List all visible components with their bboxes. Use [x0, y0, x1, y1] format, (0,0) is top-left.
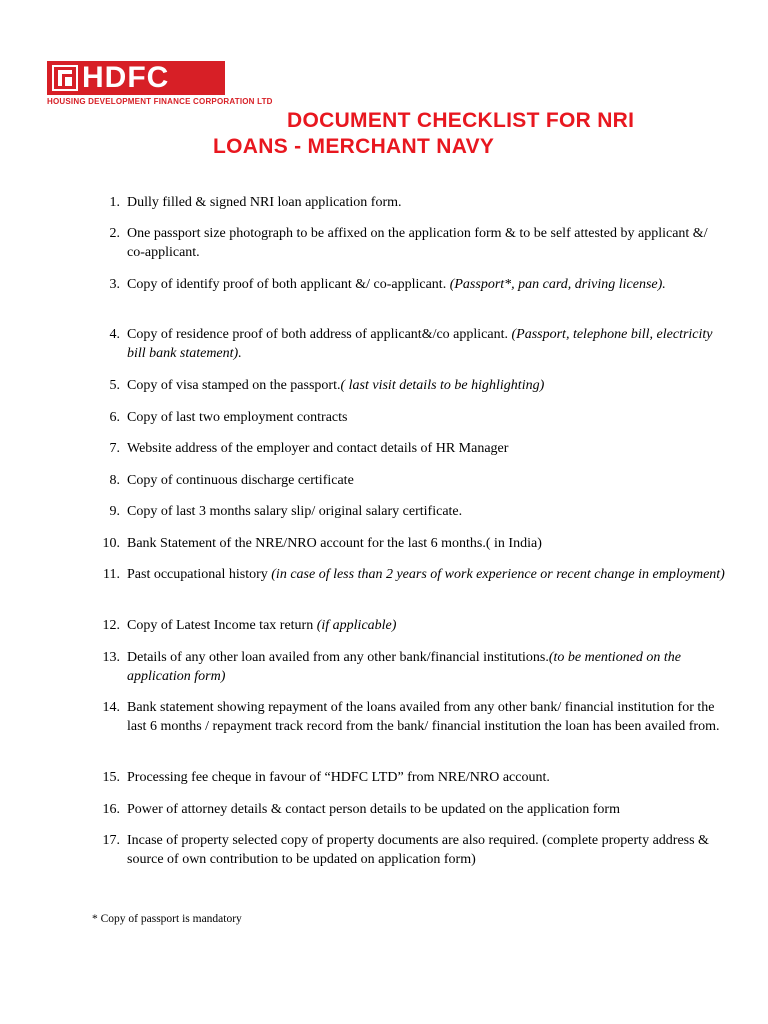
list-item-number: 12.: [102, 618, 120, 633]
list-item-number: 10.: [102, 536, 120, 551]
list-item-number: 13.: [102, 650, 120, 665]
list-item-number: 3.: [109, 277, 120, 292]
list-item-number: 14.: [102, 700, 120, 715]
list-item-number: 15.: [102, 770, 120, 785]
list-item-number: 6.: [109, 410, 120, 425]
page-title: [200, 108, 740, 160]
list-item-text: Copy of last 3 months salary slip/ original salary certificate.: [127, 504, 463, 519]
list-item-text: Past occupational history (in case of less than 2 years of work experience or recent change in employment): [127, 567, 725, 582]
list-item-number: 11.: [103, 567, 120, 582]
list-item-text: One passport size photograph to be affixed on the application form & to be self attested by applicant &/ co-applicant.: [127, 226, 708, 260]
list-item-number: 16.: [102, 802, 120, 817]
list-item-text: Copy of visa stamped on the passport.( last visit details to be highlighting): [127, 378, 545, 393]
hdfc-logo: [47, 61, 225, 95]
list-item-text: Website address of the employer and contact details of HR Manager: [127, 441, 509, 456]
hdfc-logo-mark-icon: [52, 65, 78, 91]
logo-text: HDFC: [82, 61, 170, 94]
list-item-text: Copy of identify proof of both applicant &/ co-applicant. (Passport*, pan card, driving license).: [127, 277, 666, 292]
list-item-text: Dully filled & signed NRI loan application form.: [127, 195, 402, 210]
list-item-number: 17.: [102, 833, 120, 848]
list-item-number: 9.: [109, 504, 120, 519]
list-item-text: Copy of last two employment contracts: [127, 410, 348, 425]
list-item-text: Copy of Latest Income tax return (if applicable): [127, 618, 397, 633]
title-line-1: DOCUMENT CHECKLIST FOR NRI: [287, 109, 635, 132]
footnote: * Copy of passport is mandatory: [92, 913, 242, 925]
list-item-number: 5.: [109, 378, 120, 393]
list-item-number: 2.: [109, 226, 120, 241]
list-item-number: 1.: [109, 195, 120, 210]
list-item-text: Power of attorney details & contact person details to be updated on the application form: [127, 802, 620, 817]
list-item-number: 4.: [109, 327, 120, 342]
list-item-text: Bank statement showing repayment of the loans availed from any other bank/ financial institution for the last 6 months / repayment track record from the bank/ financial institution the loan has been availed from.: [127, 700, 720, 734]
list-item-text: Copy of residence proof of both address of applicant&/co applicant. (Passport, telephone bill, electricity bill bank statement).: [127, 327, 713, 361]
list-item-text: Incase of property selected copy of property documents are also required. (complete property address & source of own contribution to be updated on application form): [127, 833, 709, 867]
list-item-text: Bank Statement of the NRE/NRO account for the last 6 months.( in India): [127, 536, 542, 551]
list-item-text: Processing fee cheque in favour of “HDFC LTD” from NRE/NRO account.: [127, 770, 550, 785]
title-line-2: LOANS - MERCHANT NAVY: [213, 135, 495, 158]
list-item-number: 7.: [109, 441, 120, 456]
logo-subtitle: HOUSING DEVELOPMENT FINANCE CORPORATION LTD: [47, 97, 273, 106]
list-item-number: 8.: [109, 473, 120, 488]
list-item-text: Details of any other loan availed from any other bank/financial institutions.(to be mentioned on the application form): [127, 650, 682, 684]
list-item-text: Copy of continuous discharge certificate: [127, 473, 354, 488]
